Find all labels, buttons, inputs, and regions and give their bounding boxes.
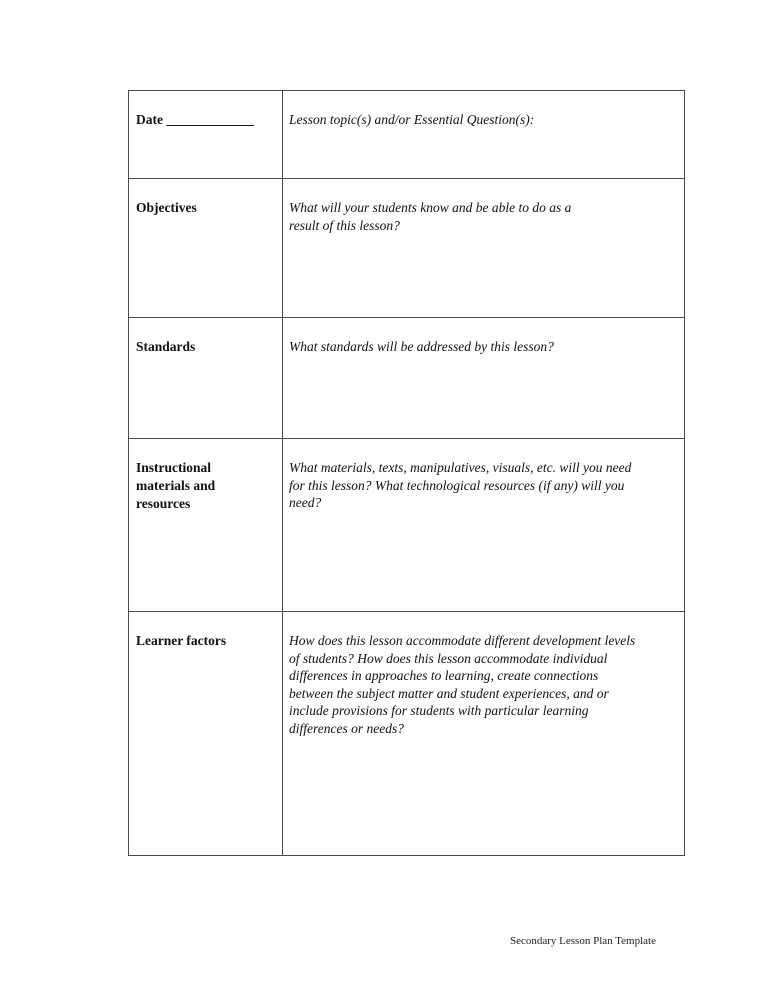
- lesson-plan-table: [128, 90, 685, 856]
- materials-label-cell: [129, 439, 283, 612]
- lesson-topic-prompt: Lesson topic(s) and/or Essential Question(s):: [289, 112, 535, 127]
- learner-factors-prompt: How does this lesson accommodate different development levels of students? How does this lesson accommodate individual differences in approaches to learning, create connections between the subject matter and student experiences, and or include provisions for students with particular learning differences or needs?: [289, 633, 636, 736]
- row-learner-factors: [129, 612, 685, 856]
- materials-cell[interactable]: [283, 439, 685, 612]
- page-footer: Secondary Lesson Plan Template: [510, 935, 656, 947]
- materials-label: Instructional materials and resources: [136, 460, 216, 511]
- standards-cell[interactable]: [283, 318, 685, 439]
- learner-factors-cell[interactable]: [283, 612, 685, 856]
- row-standards: [129, 318, 685, 439]
- row-objectives: [129, 179, 685, 318]
- date-label-cell[interactable]: [129, 91, 283, 179]
- standards-label-cell: [129, 318, 283, 439]
- objectives-label: Objectives: [136, 200, 197, 215]
- objectives-label-cell: [129, 179, 283, 318]
- date-label: Date _____________: [136, 112, 255, 127]
- standards-label: Standards: [136, 339, 196, 354]
- standards-prompt: What standards will be addressed by this lesson?: [289, 339, 554, 354]
- row-date: [129, 91, 685, 179]
- objectives-cell[interactable]: [283, 179, 685, 318]
- learner-factors-label-cell: [129, 612, 283, 856]
- materials-prompt: What materials, texts, manipulatives, visuals, etc. will you need for this lesson? What technological resources (if any) will you need?: [289, 460, 632, 510]
- learner-factors-label: Learner factors: [136, 633, 227, 648]
- lesson-topic-cell[interactable]: [283, 91, 685, 179]
- objectives-prompt: What will your students know and be able to do as a result of this lesson?: [289, 200, 572, 233]
- row-materials: [129, 439, 685, 612]
